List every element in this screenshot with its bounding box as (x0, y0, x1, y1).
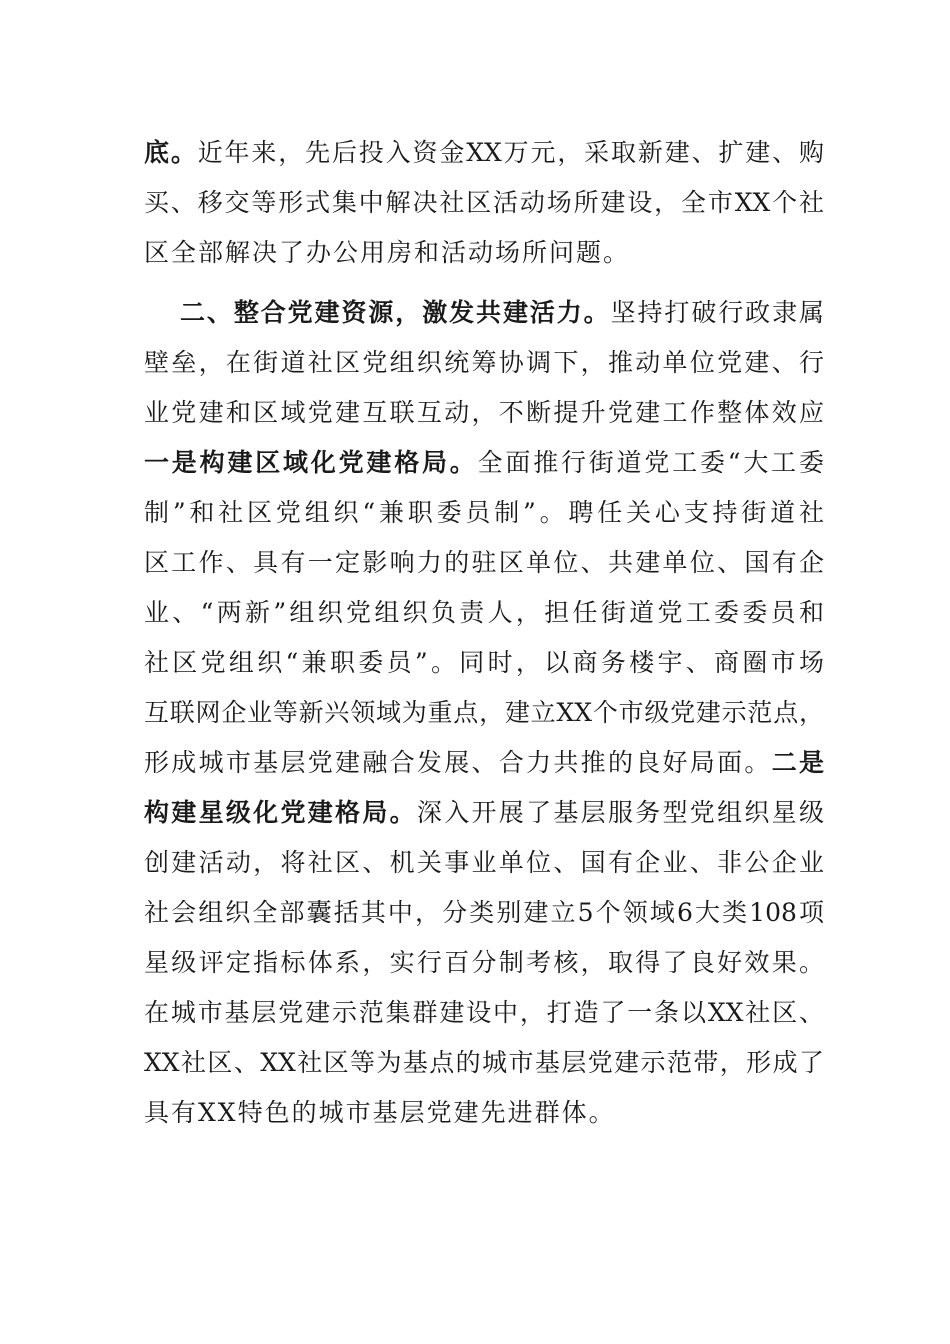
p2-line-4 (144, 438, 824, 488)
text-run: 在城市基层党建示范集群建设中，打造了一条以XX社区、 (144, 998, 824, 1027)
p2-line-5 (144, 488, 824, 538)
p1-line-1 (144, 128, 824, 178)
p2-line-16 (144, 1038, 824, 1088)
text-run: 具有XX特色的城市基层党建先进群体。 (144, 1098, 616, 1127)
bold-run: 二是 (771, 748, 824, 777)
text-run: 社会组织全部囊括其中，分类别建立5个领域6大类108项 (144, 898, 824, 927)
text-run: 区全部解决了办公用房和活动场所问题。 (144, 238, 631, 267)
bold-run: 底。 (144, 138, 198, 167)
p2-line-12 (144, 838, 824, 888)
text-run: 区工作、具有一定影响力的驻区单位、共建单位、国有企 (144, 548, 824, 577)
text-run: 制”和社区党组织“兼职委员制”。聘任关心支持街道社 (144, 498, 824, 527)
p2-line-14 (144, 938, 824, 988)
p2-line-2 (144, 338, 824, 388)
section-heading: 二、整合党建资源，激发共建活力。 (180, 298, 611, 327)
p2-line-11 (144, 788, 824, 838)
p1-line-3 (144, 228, 824, 278)
document-body (144, 128, 824, 1138)
p2-line-15 (144, 988, 824, 1038)
text-run: 创建活动，将社区、机关事业单位、国有企业、非公企业 (144, 848, 824, 877)
text-run: 星级评定指标体系，实行百分制考核，取得了良好效果。 (144, 948, 824, 977)
p2-line-8 (144, 638, 824, 688)
p2-line-3 (144, 388, 824, 438)
bold-run: 一是构建区域化党建格局。 (144, 448, 478, 477)
text-run: XX社区、XX社区等为基点的城市基层党建示范带，形成了 (144, 1048, 824, 1077)
text-run: 业党建和区域党建互联互动，不断提升党建工作整体效应 (144, 398, 824, 427)
text-run: 互联网企业等新兴领域为重点，建立XX个市级党建示范点， (144, 698, 824, 727)
text-run: 坚持打破行政隶属 (610, 298, 824, 327)
bold-run: 构建星级化党建格局。 (144, 798, 417, 827)
p2-line-1 (144, 288, 824, 338)
text-run: 近年来，先后投入资金XX万元，采取新建、扩建、购 (197, 138, 824, 167)
text-run: 社区党组织“兼职委员”。同时，以商务楼宇、商圈市场 (144, 648, 824, 677)
text-run: 全面推行街道党工委“大工委 (477, 448, 824, 477)
text-run: 壁垒，在街道社区党组织统筹协调下，推动单位党建、行 (144, 348, 824, 377)
text-run: 深入开展了基层服务型党组织星级 (416, 798, 824, 827)
p2-line-17 (144, 1088, 824, 1138)
p2-line-7 (144, 588, 824, 638)
text-run: 业、“两新”组织党组织负责人，担任街道党工委委员和 (144, 598, 824, 627)
p2-line-6 (144, 538, 824, 588)
p2-line-9 (144, 688, 824, 738)
text-run: 形成城市基层党建融合发展、合力共推的良好局面。 (144, 748, 772, 777)
text-run: 买、移交等形式集中解决社区活动场所建设，全市XX个社 (144, 188, 824, 217)
p2-line-10 (144, 738, 824, 788)
p1-line-2 (144, 178, 824, 228)
p2-line-13 (144, 888, 824, 938)
